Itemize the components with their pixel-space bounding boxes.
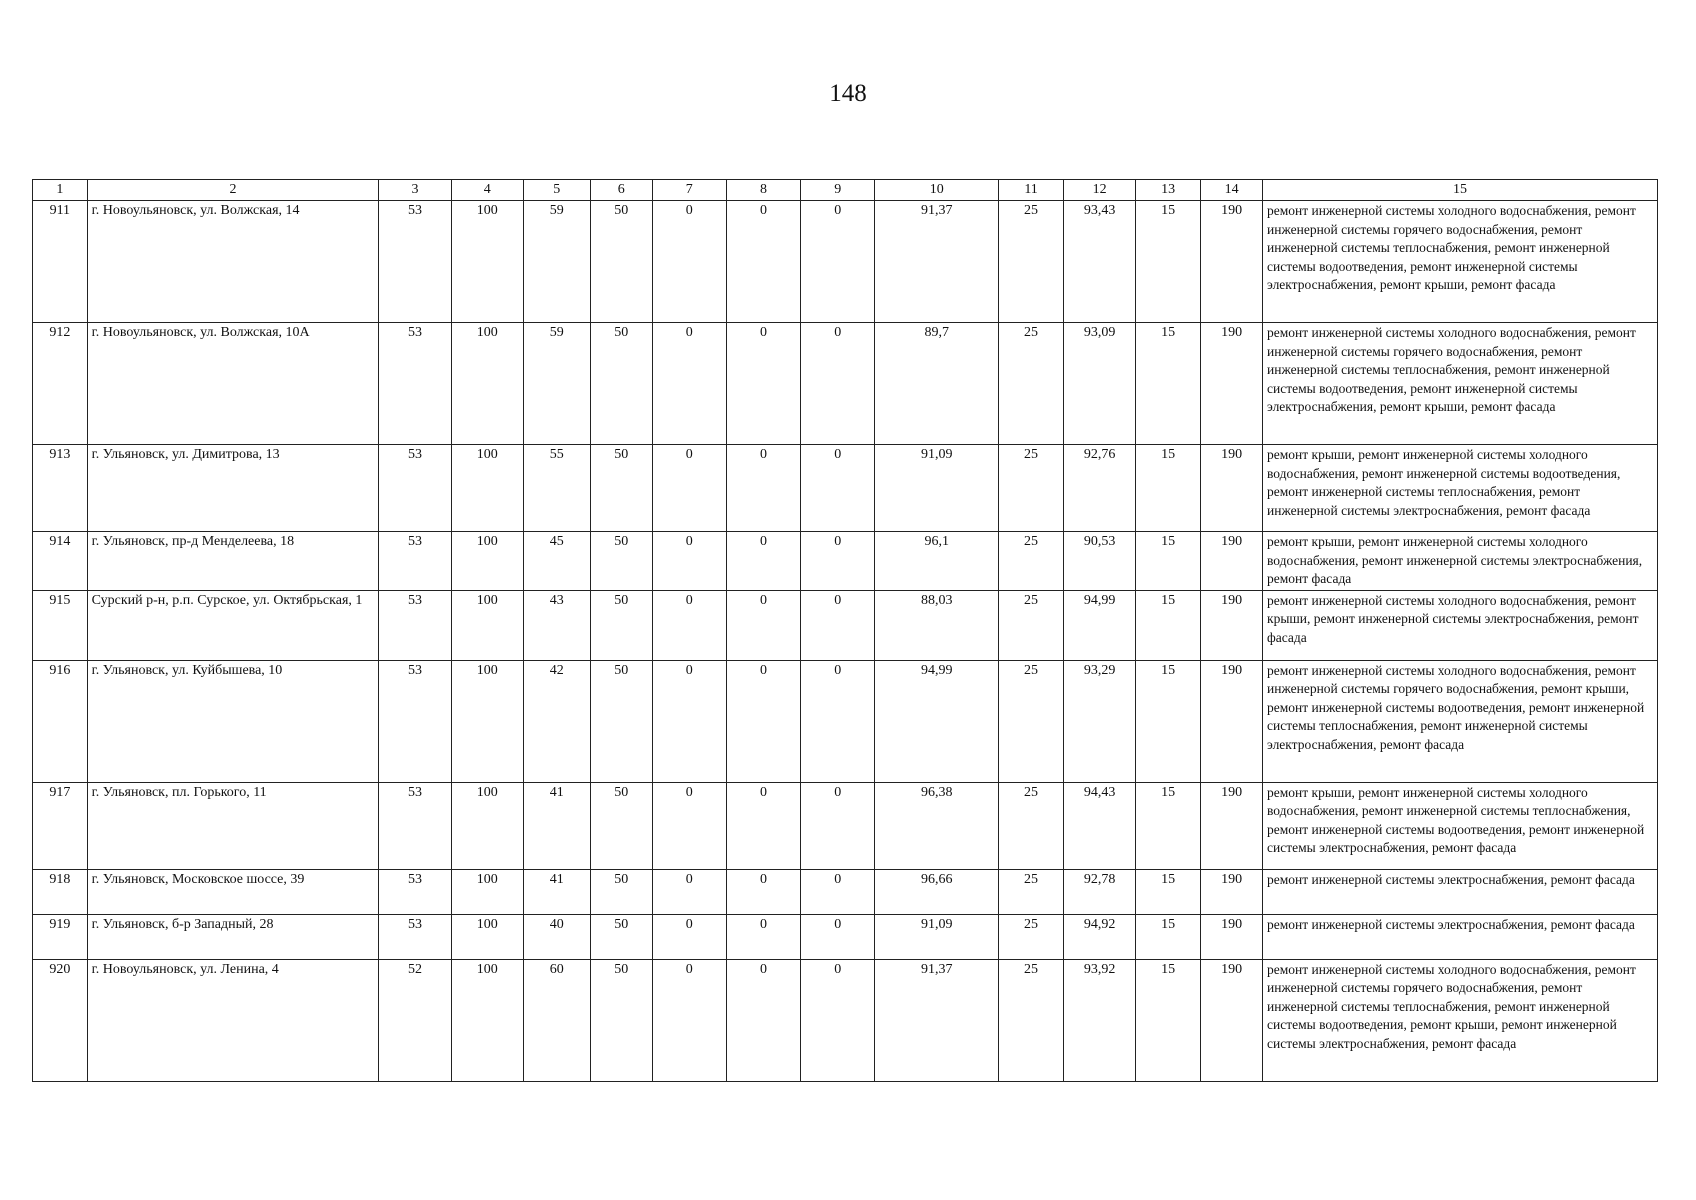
value-cell: 43	[523, 590, 590, 660]
value-cell: 52	[379, 959, 451, 1081]
value-cell: 100	[451, 590, 523, 660]
column-header: 7	[652, 180, 726, 201]
address-cell: г. Ульяновск, ул. Димитрова, 13	[87, 445, 379, 532]
value-cell: 59	[523, 323, 590, 445]
value-cell: 190	[1201, 869, 1263, 914]
address-cell: г. Ульяновск, пр-д Менделеева, 18	[87, 532, 379, 591]
value-cell: 25	[999, 869, 1064, 914]
value-cell: 0	[726, 590, 800, 660]
value-cell: 92,78	[1064, 869, 1136, 914]
value-cell: 190	[1201, 323, 1263, 445]
value-cell: 25	[999, 532, 1064, 591]
value-cell: 59	[523, 201, 590, 323]
value-cell: 100	[451, 914, 523, 959]
address-cell: Сурский р-н, р.п. Сурское, ул. Октябрьская, 1	[87, 590, 379, 660]
value-cell: 15	[1136, 201, 1201, 323]
value-cell: 91,09	[875, 445, 999, 532]
address-cell: г. Новоульяновск, ул. Волжская, 14	[87, 201, 379, 323]
value-cell: 93,29	[1064, 660, 1136, 782]
value-cell: 96,66	[875, 869, 999, 914]
value-cell: 100	[451, 201, 523, 323]
value-cell: 89,7	[875, 323, 999, 445]
value-cell: 25	[999, 914, 1064, 959]
value-cell: 15	[1136, 869, 1201, 914]
works-list-cell: ремонт инженерной системы холодного водоснабжения, ремонт инженерной системы горячего водоснабжения, ремонт инженерной системы теплоснабжения, ремонт инженерной системы водоотведения, ремонт инженерной системы электроснабжения, ремонт крыши, ремонт фасада	[1263, 323, 1658, 445]
address-cell: г. Новоульяновск, ул. Ленина, 4	[87, 959, 379, 1081]
value-cell: 0	[652, 445, 726, 532]
value-cell: 190	[1201, 782, 1263, 869]
column-header: 5	[523, 180, 590, 201]
value-cell: 25	[999, 323, 1064, 445]
row-number-cell: 914	[33, 532, 88, 591]
value-cell: 92,76	[1064, 445, 1136, 532]
value-cell: 0	[801, 869, 875, 914]
value-cell: 0	[652, 869, 726, 914]
works-list-cell: ремонт крыши, ремонт инженерной системы холодного водоснабжения, ремонт инженерной системы электроснабжения, ремонт фасада	[1263, 532, 1658, 591]
column-header: 1	[33, 180, 88, 201]
value-cell: 45	[523, 532, 590, 591]
value-cell: 25	[999, 201, 1064, 323]
value-cell: 40	[523, 914, 590, 959]
value-cell: 190	[1201, 660, 1263, 782]
value-cell: 96,1	[875, 532, 999, 591]
value-cell: 53	[379, 782, 451, 869]
value-cell: 0	[801, 959, 875, 1081]
value-cell: 0	[801, 590, 875, 660]
works-list-cell: ремонт инженерной системы электроснабжения, ремонт фасада	[1263, 869, 1658, 914]
value-cell: 0	[652, 660, 726, 782]
value-cell: 0	[801, 782, 875, 869]
table-row	[33, 660, 1658, 782]
row-number-cell: 917	[33, 782, 88, 869]
value-cell: 25	[999, 445, 1064, 532]
value-cell: 50	[590, 323, 652, 445]
value-cell: 15	[1136, 323, 1201, 445]
value-cell: 190	[1201, 959, 1263, 1081]
value-cell: 91,37	[875, 201, 999, 323]
value-cell: 0	[652, 590, 726, 660]
table-row	[33, 445, 1658, 532]
works-list-cell: ремонт инженерной системы холодного водоснабжения, ремонт инженерной системы горячего водоснабжения, ремонт крыши, ремонт инженерной системы водоотведения, ремонт инженерной системы теплоснабжения, ремонт инженерной системы электроснабжения, ремонт фасада	[1263, 660, 1658, 782]
value-cell: 190	[1201, 532, 1263, 591]
value-cell: 53	[379, 869, 451, 914]
value-cell: 96,38	[875, 782, 999, 869]
value-cell: 0	[726, 323, 800, 445]
registry-table	[32, 179, 1658, 1082]
table-row	[33, 959, 1658, 1081]
value-cell: 88,03	[875, 590, 999, 660]
value-cell: 0	[652, 323, 726, 445]
value-cell: 50	[590, 590, 652, 660]
value-cell: 15	[1136, 782, 1201, 869]
value-cell: 53	[379, 445, 451, 532]
value-cell: 0	[652, 914, 726, 959]
value-cell: 0	[652, 782, 726, 869]
value-cell: 0	[726, 660, 800, 782]
value-cell: 15	[1136, 445, 1201, 532]
page-number: 148	[829, 80, 867, 107]
table-row	[33, 201, 1658, 323]
value-cell: 0	[726, 959, 800, 1081]
value-cell: 190	[1201, 445, 1263, 532]
column-header: 10	[875, 180, 999, 201]
value-cell: 0	[801, 660, 875, 782]
address-cell: г. Ульяновск, б-р Западный, 28	[87, 914, 379, 959]
value-cell: 53	[379, 590, 451, 660]
value-cell: 50	[590, 445, 652, 532]
value-cell: 0	[652, 201, 726, 323]
value-cell: 94,43	[1064, 782, 1136, 869]
table-row	[33, 590, 1658, 660]
value-cell: 0	[801, 201, 875, 323]
value-cell: 41	[523, 869, 590, 914]
address-cell: г. Новоульяновск, ул. Волжская, 10А	[87, 323, 379, 445]
value-cell: 100	[451, 869, 523, 914]
value-cell: 100	[451, 782, 523, 869]
column-header: 14	[1201, 180, 1263, 201]
table-row	[33, 869, 1658, 914]
value-cell: 53	[379, 201, 451, 323]
value-cell: 50	[590, 959, 652, 1081]
column-header: 2	[87, 180, 379, 201]
value-cell: 93,09	[1064, 323, 1136, 445]
value-cell: 50	[590, 660, 652, 782]
value-cell: 100	[451, 532, 523, 591]
value-cell: 50	[590, 532, 652, 591]
works-list-cell: ремонт инженерной системы холодного водоснабжения, ремонт инженерной системы горячего водоснабжения, ремонт инженерной системы теплоснабжения, ремонт инженерной системы водоотведения, ремонт инженерной системы электроснабжения, ремонт крыши, ремонт фасада	[1263, 201, 1658, 323]
address-cell: г. Ульяновск, ул. Куйбышева, 10	[87, 660, 379, 782]
table-body	[33, 201, 1658, 1082]
value-cell: 0	[726, 869, 800, 914]
address-cell: г. Ульяновск, Московское шоссе, 39	[87, 869, 379, 914]
value-cell: 25	[999, 782, 1064, 869]
address-cell: г. Ульяновск, пл. Горького, 11	[87, 782, 379, 869]
value-cell: 53	[379, 532, 451, 591]
works-list-cell: ремонт инженерной системы холодного водоснабжения, ремонт инженерной системы горячего водоснабжения, ремонт инженерной системы теплоснабжения, ремонт инженерной системы водоотведения, ремонт крыши, ремонт инженерной системы электроснабжения, ремонт фасада	[1263, 959, 1658, 1081]
value-cell: 0	[652, 532, 726, 591]
value-cell: 94,92	[1064, 914, 1136, 959]
row-number-cell: 913	[33, 445, 88, 532]
value-cell: 0	[801, 445, 875, 532]
value-cell: 190	[1201, 590, 1263, 660]
row-number-cell: 912	[33, 323, 88, 445]
value-cell: 53	[379, 323, 451, 445]
value-cell: 0	[801, 323, 875, 445]
value-cell: 94,99	[875, 660, 999, 782]
value-cell: 0	[726, 445, 800, 532]
value-cell: 50	[590, 201, 652, 323]
value-cell: 190	[1201, 914, 1263, 959]
value-cell: 100	[451, 660, 523, 782]
value-cell: 0	[801, 532, 875, 591]
works-list-cell: ремонт крыши, ремонт инженерной системы холодного водоснабжения, ремонт инженерной системы теплоснабжения, ремонт инженерной системы водоотведения, ремонт инженерной системы электроснабжения, ремонт фасада	[1263, 782, 1658, 869]
value-cell: 93,43	[1064, 201, 1136, 323]
value-cell: 100	[451, 445, 523, 532]
column-header: 4	[451, 180, 523, 201]
value-cell: 15	[1136, 532, 1201, 591]
value-cell: 0	[726, 782, 800, 869]
value-cell: 42	[523, 660, 590, 782]
value-cell: 50	[590, 782, 652, 869]
value-cell: 50	[590, 869, 652, 914]
row-number-cell: 915	[33, 590, 88, 660]
value-cell: 53	[379, 914, 451, 959]
value-cell: 94,99	[1064, 590, 1136, 660]
works-list-cell: ремонт инженерной системы холодного водоснабжения, ремонт крыши, ремонт инженерной системы электроснабжения, ремонт фасада	[1263, 590, 1658, 660]
table-row	[33, 782, 1658, 869]
value-cell: 0	[801, 914, 875, 959]
value-cell: 0	[652, 959, 726, 1081]
column-header: 11	[999, 180, 1064, 201]
value-cell: 50	[590, 914, 652, 959]
table-row	[33, 914, 1658, 959]
column-header: 15	[1263, 180, 1658, 201]
value-cell: 15	[1136, 914, 1201, 959]
value-cell: 53	[379, 660, 451, 782]
column-header: 3	[379, 180, 451, 201]
value-cell: 25	[999, 660, 1064, 782]
row-number-cell: 916	[33, 660, 88, 782]
column-header: 13	[1136, 180, 1201, 201]
header-row	[33, 180, 1658, 201]
column-header: 12	[1064, 180, 1136, 201]
works-list-cell: ремонт крыши, ремонт инженерной системы холодного водоснабжения, ремонт инженерной системы водоотведения, ремонт инженерной системы теплоснабжения, ремонт инженерной системы электроснабжения, ремонт фасада	[1263, 445, 1658, 532]
value-cell: 90,53	[1064, 532, 1136, 591]
column-header: 8	[726, 180, 800, 201]
value-cell: 100	[451, 323, 523, 445]
works-list-cell: ремонт инженерной системы электроснабжения, ремонт фасада	[1263, 914, 1658, 959]
table-row	[33, 323, 1658, 445]
row-number-cell: 918	[33, 869, 88, 914]
value-cell: 190	[1201, 201, 1263, 323]
value-cell: 15	[1136, 959, 1201, 1081]
value-cell: 91,09	[875, 914, 999, 959]
value-cell: 91,37	[875, 959, 999, 1081]
value-cell: 0	[726, 914, 800, 959]
value-cell: 100	[451, 959, 523, 1081]
row-number-cell: 920	[33, 959, 88, 1081]
value-cell: 0	[726, 201, 800, 323]
value-cell: 15	[1136, 590, 1201, 660]
value-cell: 55	[523, 445, 590, 532]
value-cell: 0	[726, 532, 800, 591]
value-cell: 25	[999, 959, 1064, 1081]
value-cell: 15	[1136, 660, 1201, 782]
row-number-cell: 911	[33, 201, 88, 323]
table-row	[33, 532, 1658, 591]
value-cell: 25	[999, 590, 1064, 660]
value-cell: 41	[523, 782, 590, 869]
value-cell: 93,92	[1064, 959, 1136, 1081]
row-number-cell: 919	[33, 914, 88, 959]
column-header: 9	[801, 180, 875, 201]
value-cell: 60	[523, 959, 590, 1081]
column-header: 6	[590, 180, 652, 201]
